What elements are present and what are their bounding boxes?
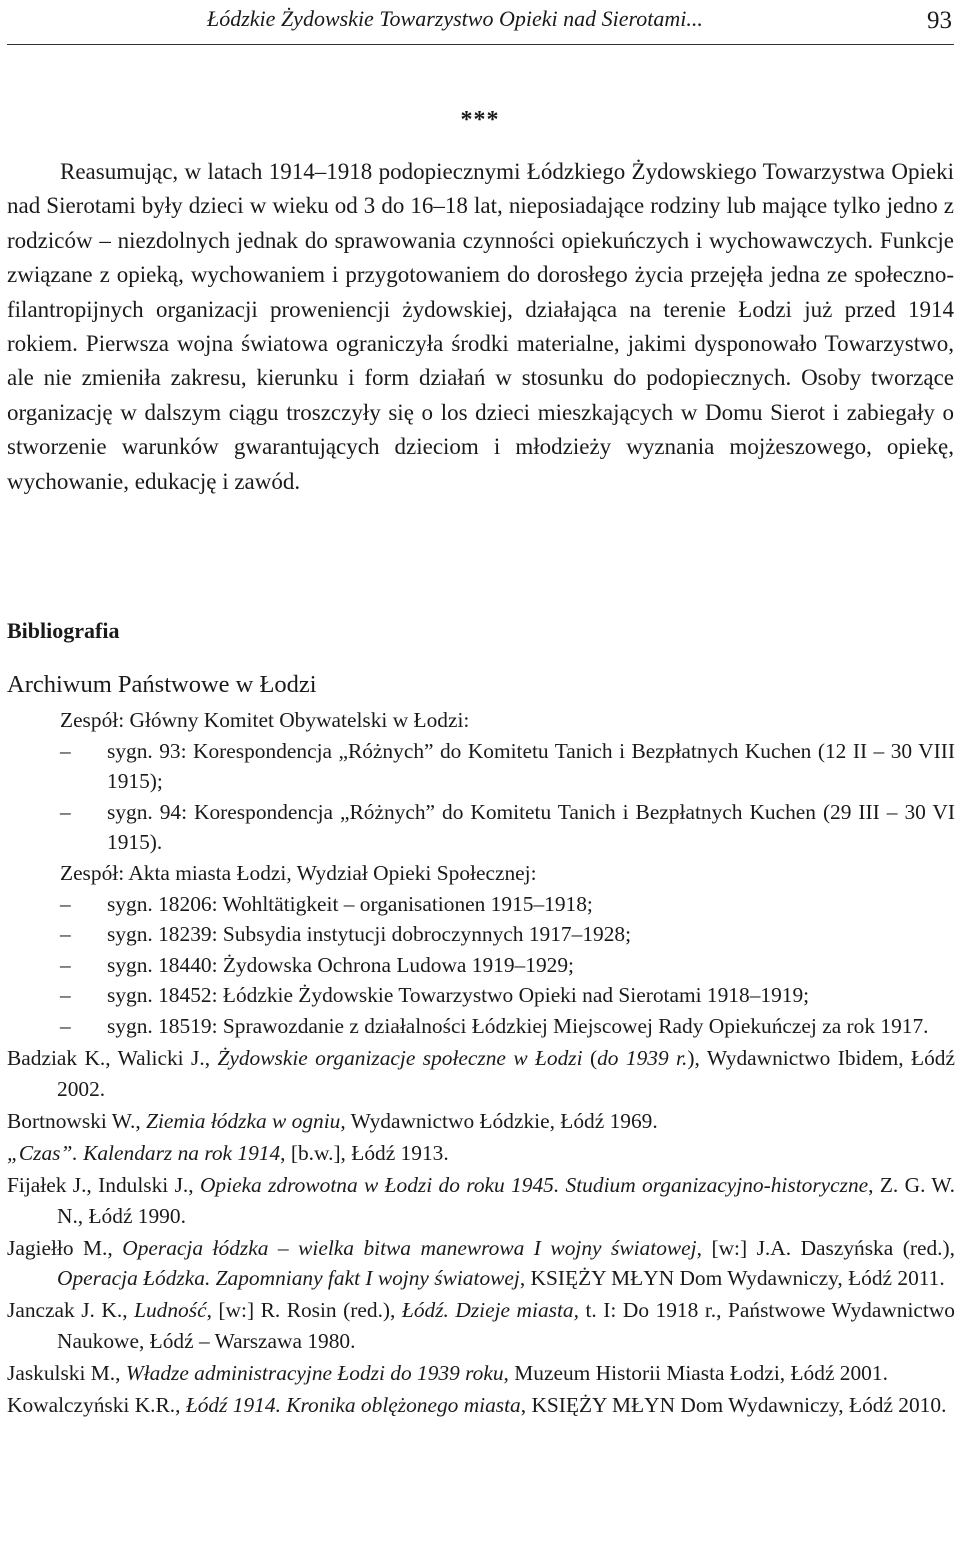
bibliography-entry (7, 1295, 955, 1356)
bibliography-entry (7, 1106, 955, 1137)
archive-record (7, 980, 955, 1011)
archive-record-text: sygn. 93: Korespondencja „Różnych” do Komitetu Tanich i Bezpłatnych Kuchen (12 II – 30 VIII 1915); (107, 738, 955, 794)
list-dash: – (60, 1013, 71, 1038)
list-dash: – (60, 891, 71, 916)
entry-publication-secondary: ), Wydawnictwo Ibidem, Łódź 2002. (57, 1046, 955, 1101)
entry-publication: , Z. G. W. N., Łódź 1990. (57, 1172, 955, 1228)
list-dash: – (60, 799, 71, 824)
bibliography-entry (7, 1138, 955, 1169)
entry-publication-secondary: t. I: Do 1918 r., Państwowe Wydawnictwo Naukowe, Łódź – Warszawa 1980. (57, 1298, 955, 1353)
running-title: Łódzkie Żydowskie Towarzystwo Opieki nad Sierotami... (207, 6, 703, 31)
running-header (0, 4, 954, 38)
entry-title: „Czas”. Kalendarz na rok 1914 (7, 1140, 281, 1165)
archive-record (7, 919, 955, 950)
entry-title: Ziemia łódzka w ogniu (146, 1108, 341, 1133)
fond-heading: Zespół: Akta miasta Łodzi, Wydział Opieki Społecznej: (60, 860, 537, 885)
archive-record-text: sygn. 18452: Łódzkie Żydowskie Towarzystwo Opieki nad Sierotami 1918–1919; (107, 983, 810, 1008)
archive-record (7, 889, 955, 920)
fond-heading: Zespół: Główny Komitet Obywatelski w Łodzi: (60, 708, 470, 732)
list-dash: – (60, 738, 71, 763)
entry-publication: , Muzeum Historii Miasta Łodzi, Łódź 2001. (503, 1360, 888, 1385)
bibliography-entry (7, 1390, 955, 1421)
entry-publication: , [b.w.], Łódź 1913. (280, 1140, 449, 1165)
entry-title: Żydowskie organizacje społeczne w Łodzi (217, 1046, 583, 1071)
summary-paragraph: Reasumując, w latach 1914–1918 podopiecznymi Łódzkiego Żydowskiego Towarzystwa Opieki nad Sierotami były dzieci w wieku od 3 do 16–18 lat, nieposiadające rodziny lub mające tylko jedno z rodziców – niezdolnych jednak do sprawowania czynności opiekuńczych i wychowawczych. Funkcje związane z opieką, wychowaniem i przygotowaniem do dorosłego życia przejęła jedna ze społeczno-filantropijnych organizacji proweniencji żydowskiej, działająca na terenie Łodzi już przed 1914 rokiem. Pierwsza wojna światowa ograniczyła środki materialne, jakimi dysponowało Towarzystwo, ale nie zmieniła zakresu, kierunku i form działań w stosunku do podopiecznych. Osoby tworzące organizację w dalszym ciągu troszczyły się o los dzieci mieszkających w Domu Sierot i zabiegały o stworzenie warunków gwarantujących dzieciom i młodzieży wyznania mojżeszowego, opiekę, wychowanie, edukację i zawód. (7, 159, 954, 494)
bibliography-heading: Bibliografia (7, 618, 120, 643)
entry-title: Operacja łódzka – wielka bitwa manewrowa I wojny światowej (122, 1235, 697, 1260)
entry-title-secondary: Łódź. Dzieje miasta, (401, 1298, 579, 1323)
entry-author: Bortnowski W., (7, 1108, 147, 1133)
entry-publication: , [w:] J.A. Daszyńska (red.), (696, 1235, 956, 1260)
entry-publication: , Wydawnictwo Łódzkie, Łódź 1969. (340, 1108, 658, 1133)
bibliography-entry (7, 1358, 955, 1389)
bibliography-entry (7, 1233, 955, 1294)
entry-title-secondary: do 1939 r. (597, 1046, 688, 1071)
archive-record-text: sygn. 18239: Subsydia instytucji dobroczynnych 1917–1928; (107, 922, 632, 947)
list-dash: – (60, 952, 71, 977)
archive-record-text: sygn. 18206: Wohltätigkeit – organisationen 1915–1918; (107, 891, 593, 916)
bibliography-entry (7, 1043, 955, 1104)
archive-record (7, 736, 955, 797)
section-separator: *** (460, 107, 500, 133)
entry-title: Władze administracyjne Łodzi do 1939 roku (125, 1360, 504, 1385)
entry-title: Ludność (134, 1298, 207, 1323)
entry-title: Łódź 1914. Kronika oblężonego miasta (185, 1393, 521, 1418)
archive-record (7, 797, 955, 858)
archive-record-text: sygn. 18519: Sprawozdanie z działalności Łódzkiej Miejscowej Rady Opiekuńczej za rok 1917. (107, 1013, 929, 1038)
entry-publication: ( (582, 1046, 598, 1071)
page-number: 93 (927, 7, 952, 34)
entry-author: Fijałek J., Indulski J., (7, 1172, 200, 1197)
archive-record (7, 950, 955, 981)
bibliography-list (7, 665, 955, 1421)
list-dash: – (60, 922, 71, 947)
entry-author: Janczak J. K., (7, 1298, 135, 1323)
archive-record-text: sygn. 18440: Żydowska Ochrona Ludowa 1919–1929; (107, 952, 574, 977)
bibliography-entry (7, 1170, 955, 1231)
entry-author: Badziak K., Walicki J., (7, 1046, 218, 1071)
entry-author: Kowalczyński K.R., (7, 1393, 186, 1418)
entry-publication-secondary: , KSIĘŻY MŁYN Dom Wydawniczy, Łódź 2011. (519, 1266, 945, 1291)
list-dash: – (60, 983, 71, 1008)
archive-name: Archiwum Państwowe w Łodzi (7, 671, 317, 698)
entry-author: Jaskulski M., (7, 1360, 126, 1385)
entry-publication: , KSIĘŻY MŁYN Dom Wydawniczy, Łódź 2010. (520, 1393, 947, 1418)
archive-record (7, 1011, 955, 1042)
archive-record-text: sygn. 94: Korespondencja „Różnych” do Komitetu Tanich i Bezpłatnych Kuchen (29 III – 30 VI 1915). (107, 799, 955, 855)
entry-title-secondary: Operacja Łódzka. Zapomniany fakt I wojny światowej (57, 1266, 520, 1291)
entry-author: Jagiełło M., (7, 1235, 123, 1260)
entry-publication: , [w:] R. Rosin (red.), (206, 1298, 402, 1323)
header-rule (7, 44, 954, 45)
entry-title: Opieka zdrowotna w Łodzi do roku 1945. Studium organizacyjno-historyczne (199, 1172, 869, 1197)
